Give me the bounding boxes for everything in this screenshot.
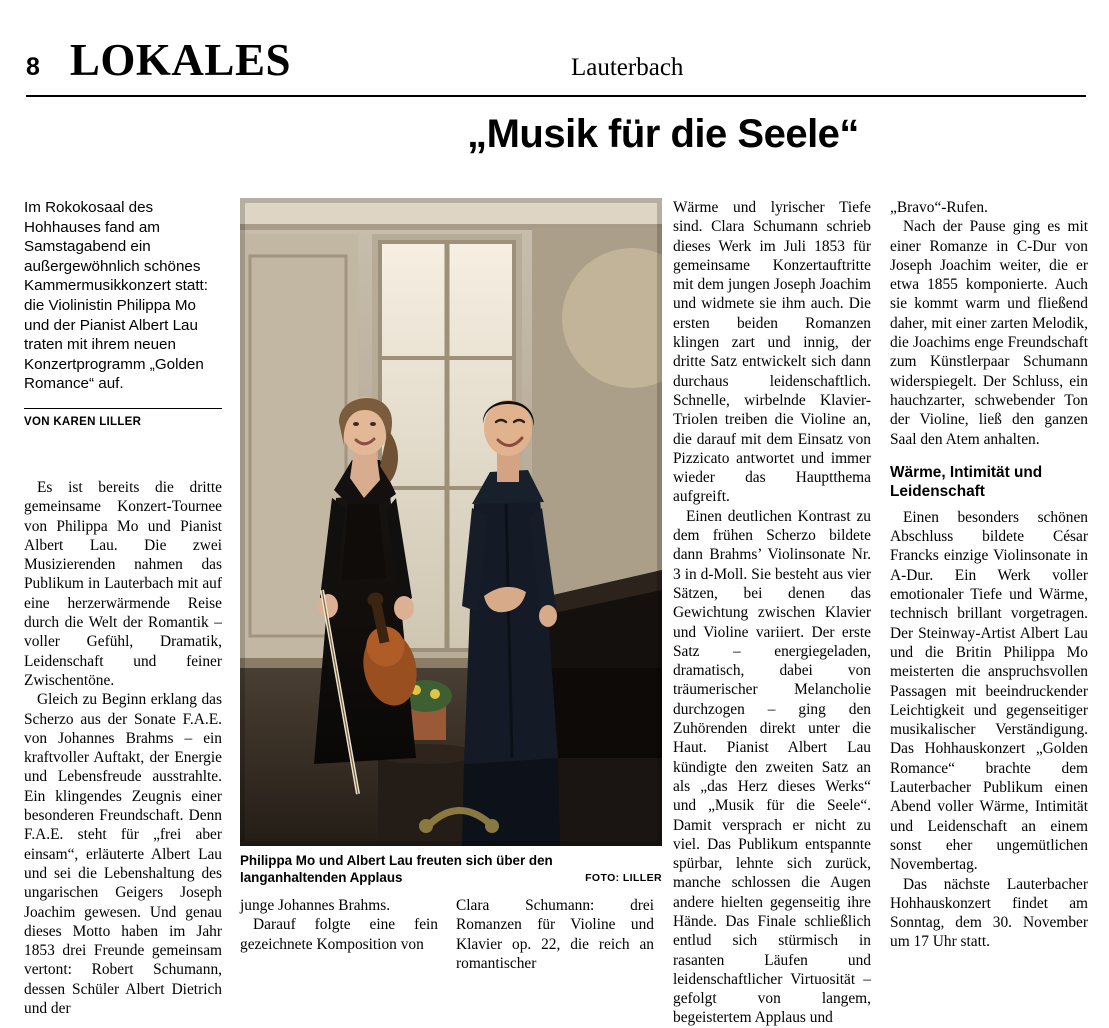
paragraph: „Bravo“-Rufen. <box>890 199 988 216</box>
paragraph: Clara Schumann: drei Romanzen für Violine und Klavier op. 22, die reich an romantischer <box>456 897 654 972</box>
article-byline: VON KAREN LILLER <box>24 408 222 428</box>
photo-graphic <box>240 198 662 846</box>
masthead-divider <box>26 95 1086 97</box>
paragraph: junge Johannes Brahms. <box>240 897 391 914</box>
article-column-4 <box>890 198 1088 952</box>
paragraph: Einen besonders schönen Abschluss bildete César Francks einzige Violinsonate in A-Dur. Ein Werk voller emotionaler Tiefe und Wärme, technisch brillant vorgetragen. Der Steinway-Artist Albert Lau und die Britin Philippa Mo meisterten die anspruchsvollen Passagen mit beeindruckender Leichtigkeit und gegenseitiger musikalischer Verständigung. Das Hohhauskonzert „Golden Romance“ brachte dem Lauterbacher Publikum einen Abend voller Wärme, Intimität und Leidenschaft an einem sonst eher ungemütlichen Novembertag. <box>890 508 1088 874</box>
paragraph: Es ist bereits die dritte gemeinsame Konzert-Tournee von Philippa Mo und Pianist Albert Lau. Die zwei Musizierenden nahmen das Publikum in Lauterbach mit auf eine herzerwärmende Reise durch die Welt der Romantik – voller Gefühl, Dramatik, Leidenschaft und feiner Zwischentöne. <box>24 479 222 689</box>
article-column-2-continued <box>456 896 654 973</box>
article-lead: Im Rokokosaal des Hohhauses fand am Samstagabend ein außergewöhnlich schönes Kammermusikkonzert statt: die Violinistin Philippa Mo und der Pianist Albert Lau traten mit ihrem neuen Konzertprogramm „Golden Romance“ auf. <box>24 199 208 393</box>
paragraph: Einen deutlichen Kontrast zu dem frühen Scherzo bildete dann Brahms’ Violinsonate Nr. 3 in d-Moll. Sie besteht aus vier Sätzen, bei denen das Gewichtung zwischen Klavier und Violine variiert. Der erste Satz – energiegeladen, dramatisch, dabei von träumerischer Melancholie durchzogen – ging den Zuhörenden direkt unter die Haut. Pianist Albert Lau kündigte den zweiten Satz an als „das Herz dieses Werks“ und „Musik für die Seele“. Damit versprach er nicht zu viel. Das Publikum entspannte spürbar, lehnte sich zurück, manche schlossen die Augen andere hielten gegenseitig ihre Hände. Das Finale schließlich entlud sich stürmisch in rasanten Läufen und leidenschaftlicher Virtuosität – gefolgt von langem, begeistertem Applaus und <box>673 507 871 1027</box>
article-subheading: Wärme, Intimität und Leidenschaft <box>890 463 1043 501</box>
article-column-1 <box>24 478 222 1018</box>
article-column-1-continued <box>240 896 438 954</box>
paragraph: Wärme und lyrischer Tiefe sind. Clara Schumann schrieb dieses Werk im Juli 1853 für gemeinsame Konzertauftritte mit dem jungen Joseph Joachim und widmete sie ihm auch. Die ersten beiden Romanzen klingen zart und innig, der dritte Satz entwickelt sich dann durchaus leidenschaftlich. Schnelle, wirbelnde Klavier-Triolen treiben die Violine an, die darauf mit dem Einsatz von Pizzicato antwortet und immer wieder das Hauptthema aufgreift. <box>673 199 871 506</box>
photo-credit: FOTO: LILLER <box>585 872 662 884</box>
article-photo <box>240 198 662 846</box>
masthead <box>26 35 1086 94</box>
paragraph: Darauf folgte eine fein gezeichnete Komposition von <box>240 916 438 953</box>
paragraph: Gleich zu Beginn erklang das Scherzo aus der Sonate F.A.E. von Johannes Brahms – ein kraftvoller Auftakt, der Energie und Lebensfreude ausstrahlte. Ein klingendes Zeugnis einer besonderen Freundschaft. Denn F.A.E. steht für „frei aber einsam“, erläuterte Albert Lau und sei die Lebenshaltung des ungarischen Geigers Joseph Joachim gewesen. Und genau dieses Motto haben im Jahr 1853 drei Freunde gemeinsam vertont: Robert Schumann, dessen Schüler Albert Dietrich und der <box>24 691 222 1018</box>
photo-caption-text: Philippa Mo und Albert Lau freuten sich über den langanhaltenden Applaus <box>240 853 553 885</box>
locality-title: Lauterbach <box>570 54 684 81</box>
paragraph: Das nächste Lauterbacher Hohhauskonzert findet am Sonntag, dem 30. November um 17 Uhr statt. <box>890 875 1088 951</box>
article-headline: „Musik für die Seele“ <box>467 112 859 156</box>
photo-caption <box>240 852 662 887</box>
section-title: LOKALES <box>69 35 291 85</box>
article-column-3 <box>673 198 871 1028</box>
paragraph: Nach der Pause ging es mit einer Romanze in C-Dur von Joseph Joachim weiter, die er etwa 1855 komponierte. Auch sie kommt warm und fließend daher, mit einer zarten Melodik, die Joachims enge Freundschaft zum Künstlerpaar Schumann widerspiegelt. Der Schluss, ein hauchzarter, schwebender Ton der Violine, ließ den ganzen Saal den Atem anhalten. <box>890 218 1088 448</box>
page-number: 8 <box>26 53 40 81</box>
